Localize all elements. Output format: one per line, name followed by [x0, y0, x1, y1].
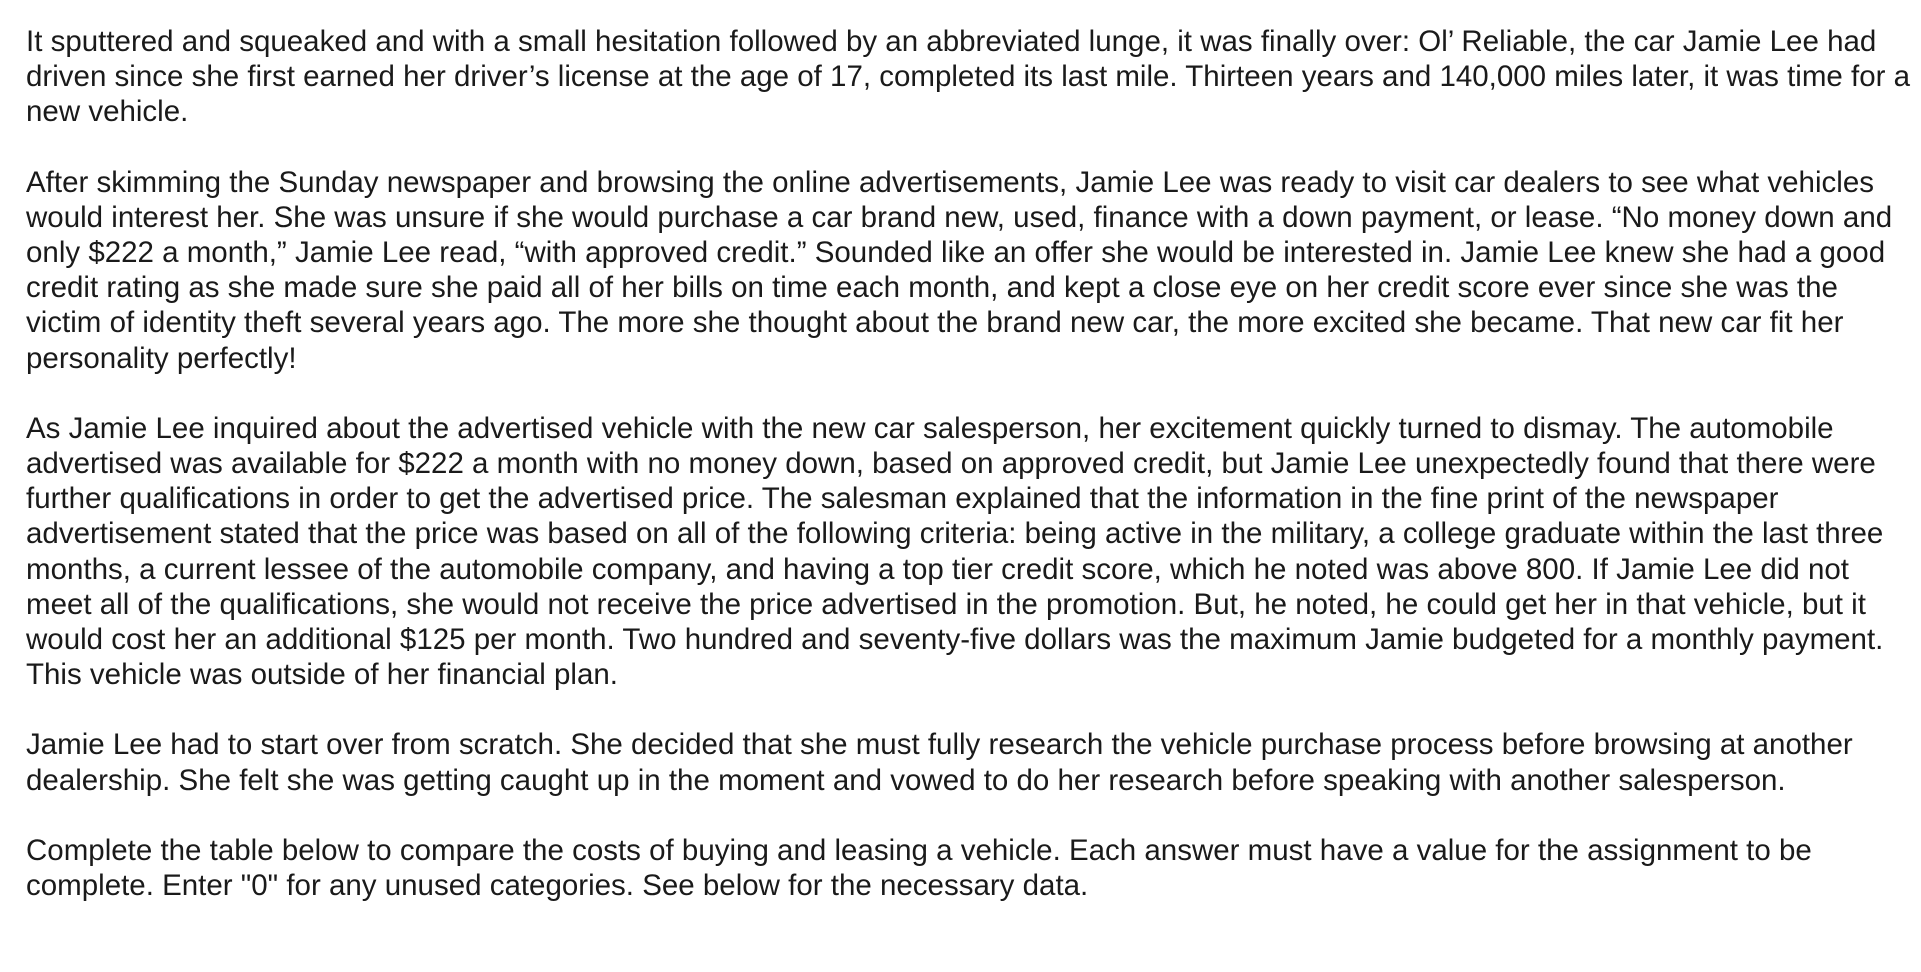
paragraph-advertisement: After skimming the Sunday newspaper and browsing the online advertisements, Jamie Lee was ready to visit car dealers to see what vehicles would interest her. She was unsure if she would purchase a car brand new, used, finance with a down payment, or lease. “No money down and only $222 a month,” Jamie Lee read, “with approved credit.” Sounded like an offer she would be interested in. Jamie Lee knew she had a good credit rating as she made sure she paid all of her bills on time each month, and kept a close eye on her credit score ever since she was the victim of identity theft several years ago. The more she thought about the brand new car, the more excited she became. That new car fit her personality perfectly! — [26, 165, 1893, 375]
document-body — [26, 24, 1916, 903]
paragraph-dealership: As Jamie Lee inquired about the advertised vehicle with the new car salesperson, her excitement quickly turned to dismay. The automobile advertised was available for $222 a month with no money down, based on approved credit, but Jamie Lee unexpectedly found that there were further qualifications in order to get the advertised price. The salesman explained that the information in the fine print of the newspaper advertisement stated that the price was based on all of the following criteria: being active in the military, a college graduate within the last three months, a current lessee of the automobile company, and having a top tier credit score, which he noted was above 800. If Jamie Lee did not meet all of the qualifications, she would not receive the price advertised in the promotion. But, he noted, he could get her in that vehicle, but it would cost her an additional $125 per month. Two hundred and seventy-five dollars was the maximum Jamie budgeted for a monthly payment. This vehicle was outside of her financial plan. — [26, 411, 1884, 692]
paragraph-research: Jamie Lee had to start over from scratch. She decided that she must fully research the vehicle purchase process before browsing at another dealership. She felt she was getting caught up in the moment and vowed to do her research before speaking with another salesperson. — [26, 728, 1853, 797]
paragraph-instructions: Complete the table below to compare the costs of buying and leasing a vehicle. Each answer must have a value for the assignment to be complete. Enter "0" for any unused categories. See below for the necessary data. — [26, 833, 1812, 903]
paragraph-intro: It sputtered and squeaked and with a small hesitation followed by an abbreviated lunge, it was finally over: Ol’ Reliable, the car Jamie Lee had driven since she first earned her driver’s license at the age of 17, completed its last mile. Thirteen years and 140,000 miles later, it was time for a new vehicle. — [26, 25, 1911, 129]
